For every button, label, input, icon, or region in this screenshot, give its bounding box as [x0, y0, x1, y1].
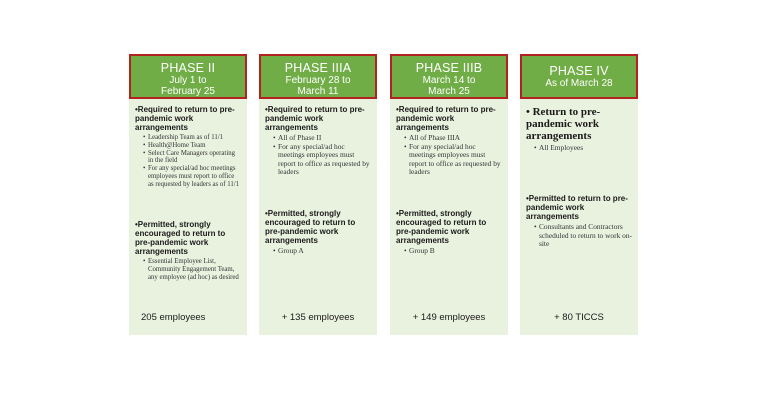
list-item: • All Employees — [534, 144, 632, 153]
list-item: • For any special/ad hoc meetings employees must report to office as requested by leaders — [404, 143, 502, 177]
permitted-heading: •Permitted to return to pre-pandemic work arrangements — [526, 194, 628, 221]
list-item: • Consultants and Contractors scheduled to return to work on-site — [534, 223, 632, 249]
phase-iiib-card — [390, 54, 508, 335]
required-list — [135, 134, 241, 189]
permitted-section — [135, 220, 241, 281]
phase-date-line: As of March 28 — [545, 78, 613, 89]
phase-title: PHASE II — [160, 61, 216, 75]
phase-header — [520, 54, 638, 99]
list-item: • For any special/ad hoc meetings employees must report to office as requested by leaders as of 11/1 — [143, 165, 241, 188]
required-section — [265, 105, 371, 177]
employee-count: + 149 employees — [412, 312, 486, 323]
phase-header — [259, 54, 377, 99]
required-list — [265, 134, 371, 177]
phase-date-line: March 14 to — [422, 75, 476, 86]
phase-date-line: March 11 — [297, 86, 339, 97]
required-heading: • Return to pre-pandemic work arrangements — [526, 106, 601, 142]
phase-date-line: March 25 — [428, 86, 470, 97]
required-section — [396, 105, 502, 177]
permitted-list — [135, 258, 241, 281]
phase-date-line: February 25 — [161, 86, 215, 97]
permitted-heading: •Permitted, strongly encouraged to return to pre-pandemic work arrangements — [265, 209, 356, 245]
permitted-section — [526, 194, 632, 249]
employee-count: 205 employees — [141, 312, 206, 323]
required-heading: •Required to return to pre-pandemic work arrangements — [265, 105, 365, 132]
list-item: • Group B — [404, 247, 502, 256]
phase-date-line: February 28 to — [285, 75, 351, 86]
permitted-heading: •Permitted, strongly encouraged to return to pre-pandemic work arrangements — [135, 220, 226, 256]
required-list — [526, 144, 632, 153]
permitted-list — [265, 247, 371, 256]
required-heading: •Required to return to pre-pandemic work arrangements — [396, 105, 496, 132]
list-item: • All of Phase II — [273, 134, 371, 143]
employee-count: + 80 TICCS — [554, 312, 604, 323]
list-item: • Essential Employee List, Community Engagement Team, any employee (ad hoc) as desired — [143, 258, 241, 281]
list-item: • Health@Home Team — [143, 142, 241, 150]
required-section — [135, 105, 241, 189]
list-item: • Leadership Team as of 11/1 — [143, 134, 241, 142]
required-heading: •Required to return to pre-pandemic work arrangements — [135, 105, 235, 132]
permitted-list — [396, 247, 502, 256]
permitted-section — [265, 209, 371, 256]
list-item: • For any special/ad hoc meetings employees must report to office as requested by leaders — [273, 143, 371, 177]
phase-date-line: July 1 to — [169, 75, 207, 86]
permitted-section — [396, 209, 502, 256]
phase-ii-card — [129, 54, 247, 335]
employee-count: + 135 employees — [281, 312, 355, 323]
required-section — [526, 106, 632, 153]
permitted-heading: •Permitted, strongly encouraged to return to pre-pandemic work arrangements — [396, 209, 487, 245]
phase-header — [129, 54, 247, 99]
list-item: • Select Care Managers operating in the field — [143, 150, 241, 166]
list-item: • Group A — [273, 247, 371, 256]
list-item: • All of Phase IIIA — [404, 134, 502, 143]
phase-title: PHASE IIIA — [284, 61, 352, 75]
phase-header — [390, 54, 508, 99]
required-list — [396, 134, 502, 177]
phase-title: PHASE IV — [549, 64, 609, 78]
phase-iv-card — [520, 54, 638, 335]
phase-title: PHASE IIIB — [415, 61, 483, 75]
phase-iiia-card — [259, 54, 377, 335]
permitted-list — [526, 223, 632, 249]
